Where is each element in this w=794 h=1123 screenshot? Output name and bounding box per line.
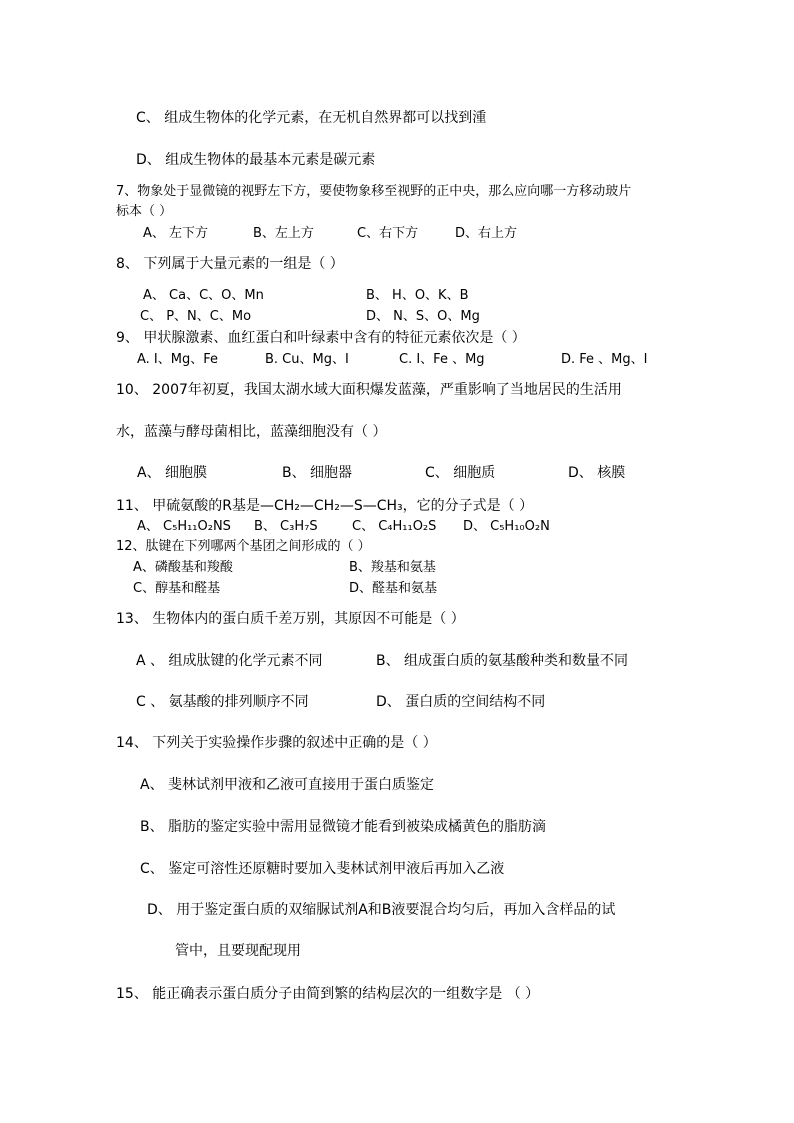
q15-stem: 15、 能正确表示蛋白质分子由简到繁的结构层次的一组数字是 （ ） xyxy=(116,986,540,1002)
q8-option-c: C、 P、N、C、Mo xyxy=(140,309,252,324)
q11-option-a: A、 C₅H₁₁O₂NS xyxy=(137,519,231,534)
q9-option-a: A. I、Mg、Fe xyxy=(137,352,218,367)
q14-stem: 14、 下列关于实验操作步骤的叙述中正确的是（ ） xyxy=(116,735,437,751)
q10-option-b: B、 细胞器 xyxy=(282,465,353,481)
q8-stem: 8、 下列属于大量元素的一组是（ ） xyxy=(116,256,344,272)
q12-option-b: B、羧基和氨基 xyxy=(349,560,436,575)
q8-option-d: D、 N、S、O、Mg xyxy=(366,309,480,324)
q11-option-c: C、 C₄H₁₁O₂S xyxy=(352,519,437,534)
q7-option-a: A、 左下方 xyxy=(143,226,209,241)
q11-stem: 11、 甲硫氨酸的R基是—CH₂—CH₂—S—CH₃，它的分子式是（ ） xyxy=(116,498,534,514)
q10-option-d: D、 核膜 xyxy=(568,465,626,481)
q10-option-c: C、 细胞质 xyxy=(425,465,496,481)
q6-option-d: D、 组成生物体的最基本元素是碳元素 xyxy=(136,152,376,168)
q7-stem-cont: 标本（ ） xyxy=(116,204,173,219)
q8-option-b: B、 H、O、K、B xyxy=(366,288,469,303)
q9-option-b: B. Cu、Mg、I xyxy=(265,352,349,367)
q13-option-a: A 、 组成肽键的化学元素不同 xyxy=(136,653,323,669)
q12-stem: 12、肽键在下列哪两个基团之间形成的（ ） xyxy=(116,539,371,554)
q10-stem-cont: 水，蓝藻与酵母菌相比，蓝藻细胞没有（ ） xyxy=(116,424,387,440)
q9-stem: 9、 甲状腺激素、血红蛋白和叶绿素中含有的特征元素依次是（ ） xyxy=(116,330,526,346)
q10-stem: 10、 2007年初夏，我国太湖水域大面积爆发蓝藻，严重影响了当地居民的生活用 xyxy=(116,382,622,398)
q13-stem: 13、 生物体内的蛋白质千差万别，其原因不可能是（ ） xyxy=(116,611,465,627)
q14-option-b: B、 脂肪的鉴定实验中需用显微镜才能看到被染成橘黄色的脂肪滴 xyxy=(140,819,547,835)
q14-option-a: A、 斐林试剂甲液和乙液可直接用于蛋白质鉴定 xyxy=(140,777,435,793)
q13-option-c: C 、 氨基酸的排列顺序不同 xyxy=(136,694,309,710)
q7-option-c: C、右下方 xyxy=(357,226,419,241)
q7-option-d: D、右上方 xyxy=(455,226,518,241)
q14-option-d: D、 用于鉴定蛋白质的双缩脲试剂A和B液要混合均匀后，再加入含样品的试 xyxy=(147,902,616,918)
q12-option-a: A、磷酸基和羧酸 xyxy=(133,560,233,575)
q13-option-b: B、 组成蛋白质的氨基酸种类和数量不同 xyxy=(376,653,629,669)
q13-option-d: D、 蛋白质的空间结构不同 xyxy=(376,694,546,710)
q12-option-d: D、醛基和氨基 xyxy=(349,581,438,596)
q10-option-a: A、 细胞膜 xyxy=(137,465,208,481)
q14-option-d-cont: 管中，且要现配现用 xyxy=(175,943,301,959)
q12-option-c: C、醇基和醛基 xyxy=(133,581,221,596)
q7-stem: 7、物象处于显微镜的视野左下方，要使物象移至视野的正中央，那么应向哪一方移动玻片 xyxy=(116,184,632,199)
q14-option-c: C、 鉴定可溶性还原糖时要加入斐林试剂甲液后再加入乙液 xyxy=(140,861,505,877)
q9-option-c: C. I、Fe 、Mg xyxy=(399,352,485,367)
q7-option-b: B、左上方 xyxy=(253,226,314,241)
q11-option-b: B、 C₃H₇S xyxy=(254,519,318,534)
q11-option-d: D、 C₅H₁₀O₂N xyxy=(463,519,550,534)
q6-option-c: C、 组成生物体的化学元素，在无机自然界都可以找到湩 xyxy=(136,110,487,126)
q9-option-d: D. Fe 、Mg、I xyxy=(561,352,648,367)
q8-option-a: A、 Ca、C、O、Mn xyxy=(143,288,264,303)
